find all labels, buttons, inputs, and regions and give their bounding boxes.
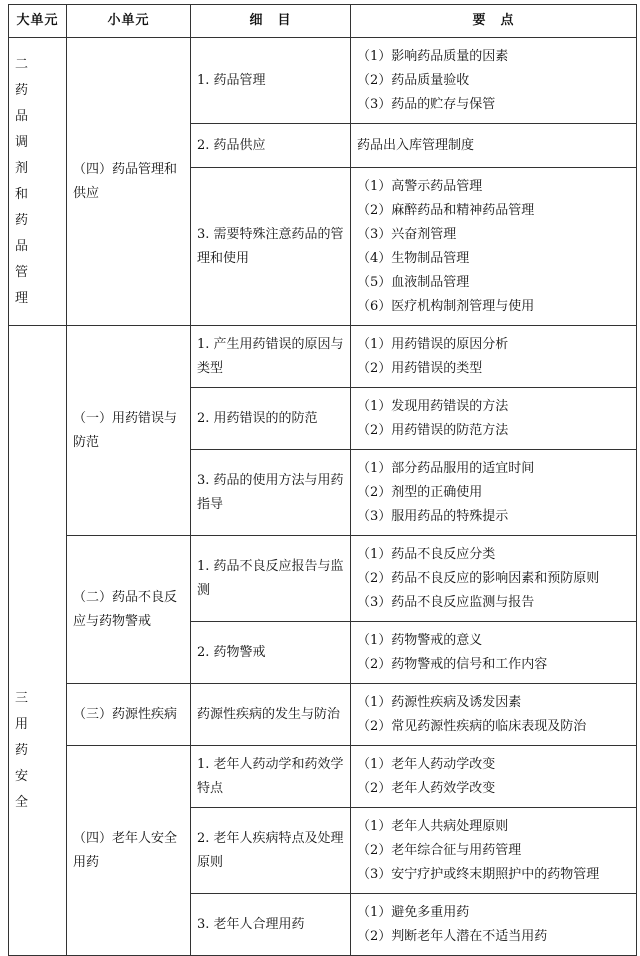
key-point: （3）服用药品的特殊提示	[357, 508, 509, 524]
header-detail: 细 目	[191, 5, 351, 38]
key-points-cell	[351, 450, 637, 536]
table-body	[9, 38, 637, 956]
detail-cell	[191, 622, 351, 684]
major-unit-char: 品	[15, 238, 29, 254]
key-point: （1）药源性疾病及诱发因素	[357, 694, 522, 710]
key-points-cell	[351, 684, 637, 746]
sub-unit-title: （三）药源性疾病	[73, 706, 178, 722]
sub-unit-cell	[67, 38, 191, 326]
detail-title: 3. 老年人合理用药	[197, 916, 305, 932]
key-points-cell	[351, 388, 637, 450]
detail-title: 3. 药品的使用方法与用药指导	[197, 472, 344, 512]
major-unit-char: 调	[15, 134, 29, 150]
key-point: （1）老年人药动学改变	[357, 756, 496, 772]
key-point: （2）判断老年人潜在不适当用药	[357, 928, 548, 944]
major-unit-cell	[9, 326, 67, 956]
header-row	[9, 5, 637, 38]
major-unit-char: 品	[15, 108, 29, 124]
detail-title: 1. 产生用药错误的原因与类型	[197, 336, 344, 376]
detail-cell	[191, 808, 351, 894]
detail-cell	[191, 746, 351, 808]
key-point: （2）药物警戒的信号和工作内容	[357, 656, 548, 672]
header-sub-unit: 小单元	[67, 5, 191, 38]
key-points-cell	[351, 808, 637, 894]
key-points-cell	[351, 124, 637, 168]
major-unit-char: 理	[15, 290, 29, 306]
detail-cell	[191, 894, 351, 956]
major-unit-char: 二	[15, 56, 29, 72]
detail-cell	[191, 684, 351, 746]
table-row	[9, 536, 637, 622]
detail-title: 2. 药物警戒	[197, 644, 266, 660]
detail-cell	[191, 124, 351, 168]
major-unit-char: 全	[15, 794, 29, 810]
detail-cell	[191, 326, 351, 388]
major-unit-char: 用	[15, 716, 29, 732]
major-unit-char: 安	[15, 768, 29, 784]
key-point: （3）药品的贮存与保管	[357, 96, 496, 112]
header-major-unit: 大单元	[9, 5, 67, 38]
key-point: （2）用药错误的防范方法	[357, 422, 509, 438]
major-unit-char: 管	[15, 264, 29, 280]
detail-title: 2. 用药错误的的防范	[197, 410, 318, 426]
key-point: （2）用药错误的类型	[357, 360, 483, 376]
detail-title: 1. 药品管理	[197, 72, 266, 88]
major-unit-char: 药	[15, 742, 29, 758]
key-point: （1）药物警戒的意义	[357, 632, 483, 648]
key-point: （2）老年人药效学改变	[357, 780, 496, 796]
key-point: （2）麻醉药品和精神药品管理	[357, 202, 535, 218]
key-points-cell	[351, 894, 637, 956]
detail-cell	[191, 168, 351, 326]
detail-cell	[191, 38, 351, 124]
key-point: （2）老年综合征与用药管理	[357, 842, 522, 858]
sub-unit-cell	[67, 326, 191, 536]
key-point: （1）部分药品服用的适宜时间	[357, 460, 535, 476]
sub-unit-title: （四）药品管理和供应	[73, 161, 178, 201]
key-point: （3）兴奋剂管理	[357, 226, 457, 242]
detail-cell	[191, 536, 351, 622]
major-unit-char: 和	[15, 186, 29, 202]
major-unit-cell	[9, 38, 67, 326]
key-point: （3）药品不良反应监测与报告	[357, 594, 535, 610]
sub-unit-title: （四）老年人安全用药	[73, 830, 178, 870]
detail-title: 1. 老年人药动学和药效学特点	[197, 756, 344, 796]
table-row	[9, 326, 637, 388]
key-point: （4）生物制品管理	[357, 250, 470, 266]
key-point: 药品出入库管理制度	[357, 137, 475, 153]
key-point: （2）剂型的正确使用	[357, 484, 483, 500]
key-point: （1）药品不良反应分类	[357, 546, 496, 562]
detail-cell	[191, 388, 351, 450]
key-points-cell	[351, 38, 637, 124]
key-point: （1）高警示药品管理	[357, 178, 483, 194]
key-point: （2）药品质量验收	[357, 72, 470, 88]
sub-unit-cell	[67, 746, 191, 956]
key-point: （2）药品不良反应的影响因素和预防原则	[357, 570, 600, 586]
key-point: （1）避免多重用药	[357, 904, 470, 920]
sub-unit-cell	[67, 684, 191, 746]
key-point: （1）发现用药错误的方法	[357, 398, 509, 414]
syllabus-table	[8, 4, 637, 956]
major-unit-char: 药	[15, 212, 29, 228]
detail-title: 3. 需要特殊注意药品的管理和使用	[197, 226, 344, 266]
key-point: （1）老年人共病处理原则	[357, 818, 509, 834]
sub-unit-cell	[67, 536, 191, 684]
header-key-points: 要 点	[351, 5, 637, 38]
detail-title: 2. 药品供应	[197, 137, 266, 153]
sub-unit-title: （一）用药错误与防范	[73, 410, 178, 450]
table-row	[9, 746, 637, 808]
major-unit-char: 剂	[15, 160, 29, 176]
key-points-cell	[351, 168, 637, 326]
key-point: （2）常见药源性疾病的临床表现及防治	[357, 718, 587, 734]
key-point: （5）血液制品管理	[357, 274, 470, 290]
detail-cell	[191, 450, 351, 536]
detail-title: 2. 老年人疾病特点及处理原则	[197, 830, 344, 870]
table-row	[9, 38, 637, 124]
sub-unit-title: （二）药品不良反应与药物警戒	[73, 589, 178, 629]
key-points-cell	[351, 326, 637, 388]
key-point: （1）影响药品质量的因素	[357, 48, 509, 64]
key-points-cell	[351, 622, 637, 684]
detail-title: 1. 药品不良反应报告与监测	[197, 558, 344, 598]
major-unit-char: 药	[15, 82, 29, 98]
major-unit-char: 三	[15, 690, 29, 706]
key-points-cell	[351, 746, 637, 808]
key-point: （6）医疗机构制剂管理与使用	[357, 298, 535, 314]
key-points-cell	[351, 536, 637, 622]
key-point: （1）用药错误的原因分析	[357, 336, 509, 352]
table-row	[9, 684, 637, 746]
detail-title: 药源性疾病的发生与防治	[197, 706, 341, 722]
key-point: （3）安宁疗护或终末期照护中的药物管理	[357, 866, 600, 882]
